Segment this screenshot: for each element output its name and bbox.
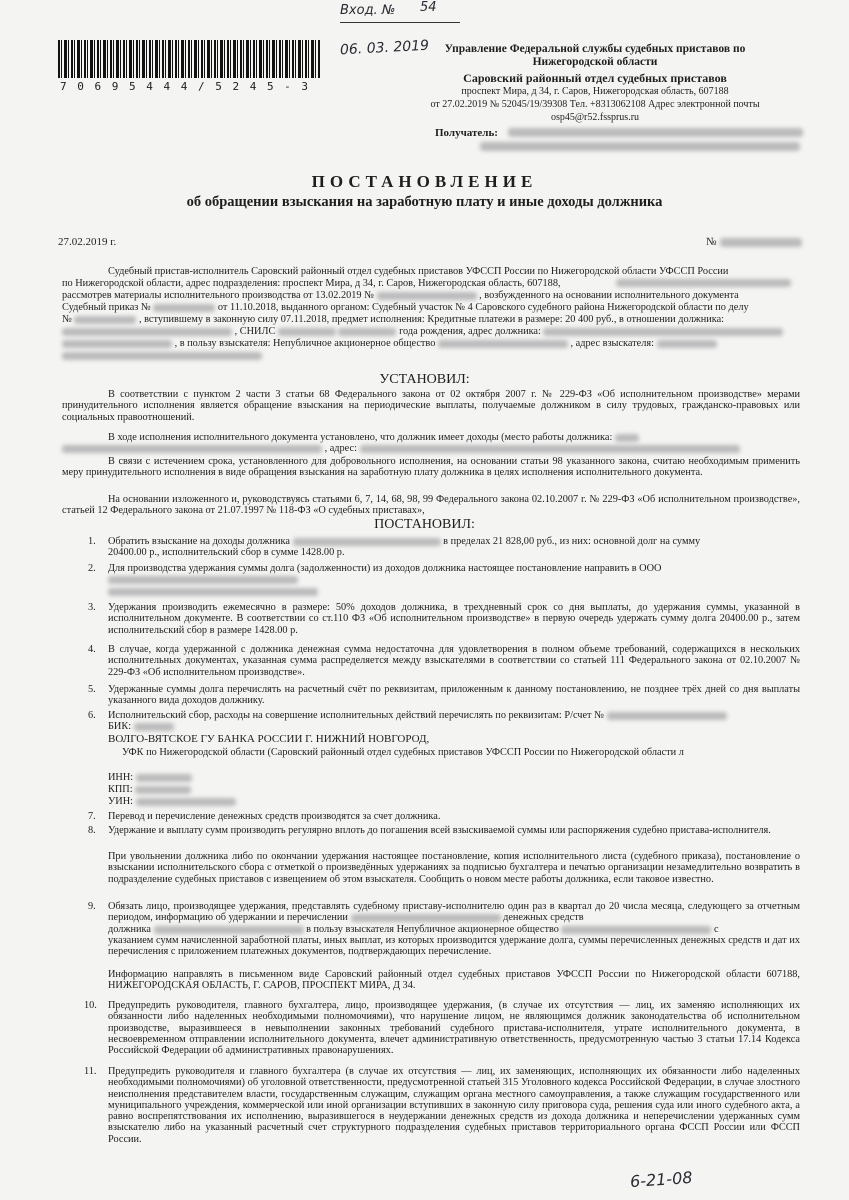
document-number-label: № (706, 236, 717, 248)
ustanovil-heading: УСТАНОВИЛ: (379, 372, 470, 387)
redacted-name (616, 279, 791, 287)
kpp-label: КПП: (108, 784, 133, 795)
intro-line-5b: , вступившему в законную силу 07.11.2018, предмет исполнения: Кредитные платежи в размере: 20 400 руб., в отношении должника: (138, 314, 725, 325)
item-9a: Обязать лицо, производящее удержания, представлять судебному приставу-исполнителю один раз в квартал до 20 числа месяца, следующего за отчетным периодом, информацию об удержании и перечислении (108, 901, 800, 924)
item-9d: в пользу взыскателя Непубличное акционерное общество (306, 924, 559, 935)
document-number-redacted (720, 238, 802, 247)
document-subtitle: об обращении взыскания на заработную плату и иные доходы должника (186, 194, 663, 210)
bik-line (108, 721, 174, 732)
intro-line-6b: года рождения, адрес должника: (399, 326, 541, 337)
redacted-order-no (153, 304, 215, 312)
redacted-debtor-9b (154, 926, 304, 934)
redacted-birth (338, 328, 396, 336)
item-2-text: Для производства удержания суммы долга (задолженности) из доходов должника настоящее постановление направить в ООО (108, 563, 662, 574)
redacted-uin (136, 798, 236, 806)
ustanovil-p2a: В ходе исполнения исполнительного документа установлено, что должник имеет доходы (место работы должника: (108, 432, 613, 443)
item-11-number: 11. (84, 1066, 97, 1077)
item-8-text-a: Удержание и выплату сумм производить регулярно вплоть до погашения всей взыскиваемой суммы или распоряжения судебно пристава-исполнителя. (108, 825, 771, 836)
inn-line (108, 772, 192, 783)
item-9-text-f: указанием сумм начисленной заработной платы, иных выплат, из которых производится удержание долга, суммы перечисленных денежных средств и дат их перечисления с приложением платежных документов, подтверждающих перечисление. (108, 935, 800, 958)
item-9-text-g: Информацию направлять в письменном виде Саровский районный отдел судебных приставов УФССП России по Нижегородской области 607188, НИЖЕГОРОДСКАЯ ОБЛАСТЬ, Г. САРОВ, ПРОСПЕКТ МИРА, Д 34. (108, 969, 800, 992)
redacted-employer-address (360, 445, 740, 453)
inn-label: ИНН: (108, 772, 134, 783)
item-3-number: 3. (88, 602, 96, 613)
incoming-label: Вход. № (340, 3, 396, 18)
intro-line-4 (62, 302, 749, 313)
intro-line-7a: , в пользу взыскателя: Непубличное акционерное общество (174, 338, 436, 349)
intro-line-3 (62, 290, 739, 301)
ustanovil-p3: В связи с истечением срока, установленного для добровольного исполнения, на основании статьи 98 указанного закона, считаю необходимым применить меру принудительного исполнения в виде обращения взыскания на заработную плату должника в целях исполнения исполнительного документа. (62, 456, 800, 479)
document-date: 27.02.2019 г. (58, 236, 117, 248)
redacted-employer-2 (62, 445, 322, 453)
recipient-redacted (508, 128, 803, 137)
item-6-line-1 (108, 710, 800, 721)
item-8-text-b: При увольнении должника либо по окончании удержания настоящее постановление, копия исполнительного листа (судебного приказа), постановление о взыскании исполнительского сбора с отметкой о произведённых удержаниях за подписью бухгалтера и печатью организации незамедлительно возвратить в подразделение судебных приставов с извещением об этом взыскателя. Сообщить о новом месте работы должника, если таковое известно. (108, 851, 800, 885)
redacted-kpp (135, 786, 191, 794)
intro-line-3a: рассмотрев материалы исполнительного производства от 13.02.2019 № (62, 290, 374, 301)
redacted-debtor-name (293, 538, 441, 546)
item-2-number: 2. (88, 563, 96, 574)
intro-line-5 (62, 314, 724, 325)
item-4-text: В случае, когда удержанной с должника денежная сумма недостаточна для удовлетворения в полном объеме требований, содержащихся в нескольких исполнительных документах, указанная сумма распределяется между взыскателями в соответствии со статьей 111 Федерального закона от 02.10.2007 № 229-ФЗ «Об исполнительном производстве». (108, 644, 800, 678)
item-9-number: 9. (88, 901, 96, 912)
recipient-label: Получатель: (435, 127, 498, 139)
redacted-employer-address-2 (108, 588, 318, 596)
item-6a: Исполнительский сбор, расходы на совершение исполнительных действий перечислять по реквизитам: Р/счет № (108, 710, 604, 721)
item-6-number: 6. (88, 710, 96, 721)
item-1-number: 1. (88, 536, 96, 547)
item-3-text: Удержания производить ежемесячно в размере: 50% доходов должника, в трехдневный срок со дня выплаты, до удержания суммы, указанной в исполнительном документе. В соответствии со ст.110 ФЗ «Об исполнительном производстве» в первую очередь удержать сумму долга 20400.00 р., затем исполнительский сбор в размере 1428.00 р. (108, 602, 800, 636)
ustanovil-p1: В соответствии с пунктом 2 части 3 статьи 68 Федерального закона от 02 октября 2007 г. № 229-ФЗ «Об исполнительном производстве» мерами принудительного исполнения является обращение взыскания на периодические выплаты, получаемые должником в силу трудовых, гражданско-правовых или социальных правоотношений. (62, 389, 800, 423)
postanovil-heading: ПОСТАНОВИЛ: (374, 517, 475, 532)
department-name: Саровский районный отдел судебных приставов (463, 71, 727, 85)
item-9e: с (714, 924, 719, 935)
item-10-number: 10. (84, 1000, 97, 1011)
intro-line-2: по Нижегородской области, адрес подразделения: проспект Мира, д 34, г. Саров, Нижегородская область, 607188, (62, 278, 561, 289)
item-4-number: 4. (88, 644, 96, 655)
item-9-line-3 (108, 924, 800, 935)
intro-line-7 (62, 338, 717, 349)
redacted-inn (136, 774, 192, 782)
item-1a: Обратить взыскание на доходы должника (108, 536, 290, 547)
uin-label: УИН: (108, 796, 134, 807)
item-9c: должника (108, 924, 151, 935)
redacted-account (607, 712, 727, 720)
item-7-text: Перевод и перечисление денежных средств производятся за счет должника. (108, 811, 441, 822)
incoming-date: 06. 03. 2019 (339, 37, 430, 59)
redacted-address-cont (62, 340, 172, 348)
item-9-text-a (108, 901, 800, 924)
redacted-claimant (438, 340, 568, 348)
item-10-text: Предупредить руководителя, главного бухгалтера, лицо, производящее удержания, (в случае их отсутствия — лиц, их заменяю исполняющих их обязанности либо наделенных необходимыми полномочиями), что нарушение лицом, не являющимся должник законодательства об исполнительном производстве, выразившееся в невыполнении законных требований судебного пристава-исполнителя, утрате исполнительного документа, в несвоевременном отправлении исполнительного документа, влечет административную ответственность, предусмотренную частью 3 статьи 17.14 Кодекса Российской Федерации об административных правонарушениях. (108, 1000, 800, 1057)
redacted-case (74, 316, 136, 324)
ustanovil-p2b: , адрес: (324, 443, 357, 454)
redacted-claimant-address (657, 340, 717, 348)
item-7-number: 7. (88, 811, 96, 822)
ustanovil-p2-cont (62, 443, 740, 454)
intro-line-5a: № (62, 314, 72, 325)
item-1b: в пределах 21 828,00 руб., из них: основной долг на сумму (443, 536, 701, 547)
ufk-line: УФК по Нижегородской области (Саровский районный отдел судебных приставов УФССП России по Нижегородской области л (122, 747, 684, 758)
bik-label: БИК: (108, 721, 132, 732)
uin-line (108, 796, 236, 807)
barcode (58, 40, 320, 78)
item-9b: денежных средств (503, 912, 584, 924)
redacted-debtor-address (543, 328, 783, 336)
intro-line-6a: , СНИЛС (234, 326, 276, 337)
intro-line-7b: , адрес взыскателя: (570, 338, 654, 349)
redacted-debtor-9 (351, 914, 501, 922)
incoming-underline (340, 22, 460, 23)
item-5-text: Удержанные суммы долга перечислять на расчетный счёт по реквизитам, приложенным к данному постановлению, не позднее трёх дней со дня выплаты указанного вида доходов должнику. (108, 684, 800, 707)
recipient-redacted-2 (480, 142, 800, 151)
reference-line: от 27.02.2019 № 52045/19/39308 Тел. +8313062108 Адрес электронной почты (430, 99, 760, 110)
intro-line-4b: от 11.10.2018, выданного органом: Судебный участок № 4 Саровского судебного района Нижегородской области по делу (217, 302, 749, 313)
org-line-2: Нижегородской области (532, 56, 658, 68)
department-email: osp45@r52.fssprus.ru (550, 112, 640, 123)
ustanovil-p2 (62, 432, 800, 443)
item-8-number: 8. (88, 825, 96, 836)
document-title: ПОСТАНОВЛЕНИЕ (311, 172, 538, 191)
intro-line-4a: Судебный приказ № (62, 302, 151, 313)
redacted-snils (278, 328, 336, 336)
bank-name: ВОЛГО-ВЯТСКОЕ ГУ БАНКА РОССИИ Г. НИЖНИЙ НОВГОРОД, (108, 733, 430, 745)
redacted-debtor (62, 328, 232, 336)
item-11-text: Предупредить руководителя и главного бухгалтера (в случае их отсутствия — лиц, их заменяющих, исполняющих их обязанности либо наделенных необходимыми полномочиями) об уголовной ответственности, предусмотренной статьей 315 Уголовного кодекса Российской Федерации, в случае злостного неисполнения представителем власти, государственным служащим, служащим органа местного самоуправления, а также служащим государственного или муниципального учреждения, коммерческой или иной организации вступивших в законную силу приговора суда, решения суда или иного судебного акта, а равно воспрепятствования их исполнению, выразившегося в неудержании денежных средств из дохода должника и неперечислении удержанных сумм взыскателю либо на указанный расчетный счет структурного подразделения судебных приставов территориального органа ФССП России или ФССП России. (108, 1066, 800, 1145)
kpp-line (108, 784, 191, 795)
redacted-employer-name (108, 576, 298, 584)
redacted-employer (615, 434, 639, 442)
intro-line-1: Судебный пристав-исполнитель Саровский районный отдел судебных приставов УФССП России по Нижегородской области УФССП России (108, 266, 729, 277)
ustanovil-p4: На основании изложенного и, руководствуясь статьями 6, 7, 14, 68, 98, 99 Федерального закона 02.10.2007 г. № 229-ФЗ «Об исполнительном производстве», статьей 12 Федерального закона от 21.07.1997 № 118-ФЗ «О судебных приставах», (62, 494, 800, 517)
intro-line-6 (62, 326, 783, 337)
redacted-claimant-address-2 (62, 352, 262, 360)
barcode-digits: 7 0 6 9 5 4 4 4 / 5 2 4 5 - 3 (60, 80, 311, 93)
incoming-number: 54 (420, 0, 437, 15)
redacted-claimant-9 (561, 926, 711, 934)
handwritten-note: 6-21-08 (629, 1167, 694, 1192)
org-line-1: Управление Федеральной службы судебных приставов по (444, 43, 746, 55)
item-1-line-1 (108, 536, 800, 547)
redacted-case-no (377, 292, 477, 300)
item-5-number: 5. (88, 684, 96, 695)
redacted-bik (134, 723, 174, 731)
item-1-line-2: 20400.00 р., исполнительский сбор в сумме 1428.00 р. (108, 547, 345, 558)
department-address: проспект Мира, д 34, г. Саров, Нижегородская область, 607188 (461, 86, 729, 97)
intro-line-3b: , возбужденного на основании исполнительного документа (479, 290, 739, 301)
